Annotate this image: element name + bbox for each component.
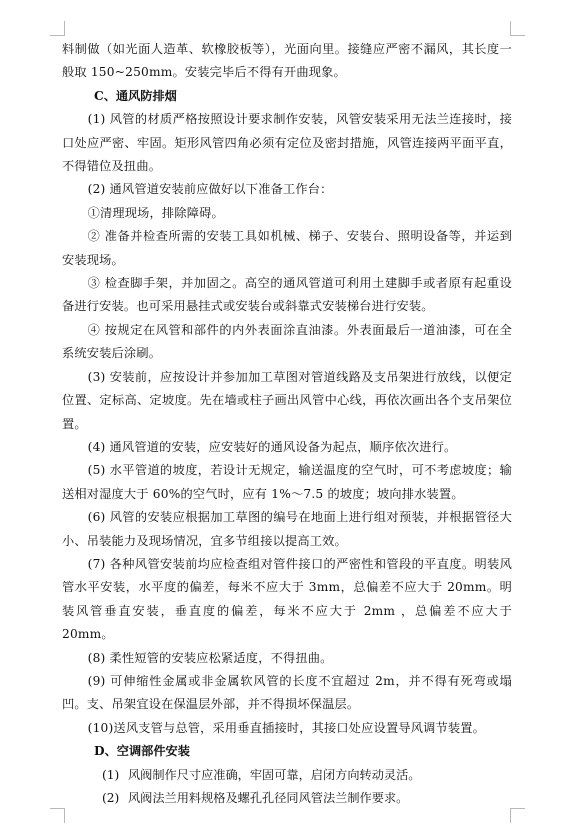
paragraph: (10)送风支管与总管，采用垂直插接时，其接口处应设置导风调节装置。 [87,720,486,735]
paragraph: (3) 安装前，应按设计并参加加工草图对管道线路及支吊架进行放线，以便定位置、定标高、定坡度。先在墙或柱子画出风管中心线，再依次画出各个支吊架位置。 [62,369,512,431]
list-item-text: 风阀法兰用料规格及螺孔孔径同风管法兰制作要求。 [128,791,409,805]
crop-mark-top-right [510,21,525,36]
paragraph: (1) 风管的材质严格按照设计要求制作安装，风管安装采用无法兰连接时，接口处应严密、牢固。矩形风管四角必须有定位及密封措施，风管连接两平面平直，不得错位及扭曲。 [62,112,512,174]
document-body [62,38,512,810]
list-item [62,787,512,810]
paragraph: (5) 水平管道的坡度，若设计无规定，输送温度的空气时，可不考虑坡度；输送相对湿度大于 60%的空气时，应有 1%～7.5 的坡度；坡向排水装置。 [62,463,512,501]
paragraph: ② 准备并检查所需的安装工具如机械、梯子、安装台、照明设备等，并运到安装现场。 [62,229,512,267]
paragraph: ④ 按规定在风管和部件的内外表面涂直油漆。外表面最后一道油漆，可在全系统安装后涂刷。 [62,322,512,361]
list-item [62,764,512,787]
paragraph: (2) 通风管道安装前应做好以下准备工作台： [87,182,333,197]
crop-mark-bottom-right [510,808,525,823]
paragraph: 料制做（如光面人造革、软橡胶板等），光面向里。接缝应严密不漏风，其长度一般取 150~250mm。安装完毕后不得有开曲现象。 [62,42,512,80]
paragraph: (7) 各种风管安装前均应检查组对管件接口的严密性和管段的平直度。明装风管水平安装，水平度的偏差，每米不应大于 3mm，总偏差不应大于 20mm。明装风管垂直安装，垂直度的偏差，每米不应大于 2mm ，总偏差不应大于 20mm。 [62,556,512,642]
paragraph: (4) 通风管道的安装，应安装好的通风设备为起点，顺序依次进行。 [87,439,457,454]
list-item-text: 风阀制作尺寸应准确，牢固可靠，启闭方向转动灵活。 [128,767,421,782]
section-heading-c: C、通风防排烟 [94,88,177,103]
paragraph: (6) 风管的安装应根据加工草图的编号在地面上进行组对预装，并根据管径大小、吊装能力及现场情况，宜多节组接以提高工效。 [62,510,512,548]
paragraph: (9) 可伸缩性金属或非金属软风管的长度不宜超过 2m，并不得有死弯或塌凹。支、吊架宜设在保温层外部，并不得损坏保温层。 [62,673,512,712]
section-heading-d: D、空调部件安装 [94,744,190,759]
crop-mark-top-left [50,21,65,36]
paragraph: ①清理现场，排除障碍。 [87,205,224,220]
list-item-number: (2) [102,791,120,805]
paragraph: (8) 柔性短管的安装应松紧适度，不得扭曲。 [87,650,333,665]
paragraph: ③ 检查脚手架，并加固之。高空的通风管道可利用土建脚手或者原有起重设备进行安装。也可采用悬挂式或安装台或斜靠式安装梯台进行安装。 [62,276,512,314]
list-item-number: (1) [102,767,120,782]
